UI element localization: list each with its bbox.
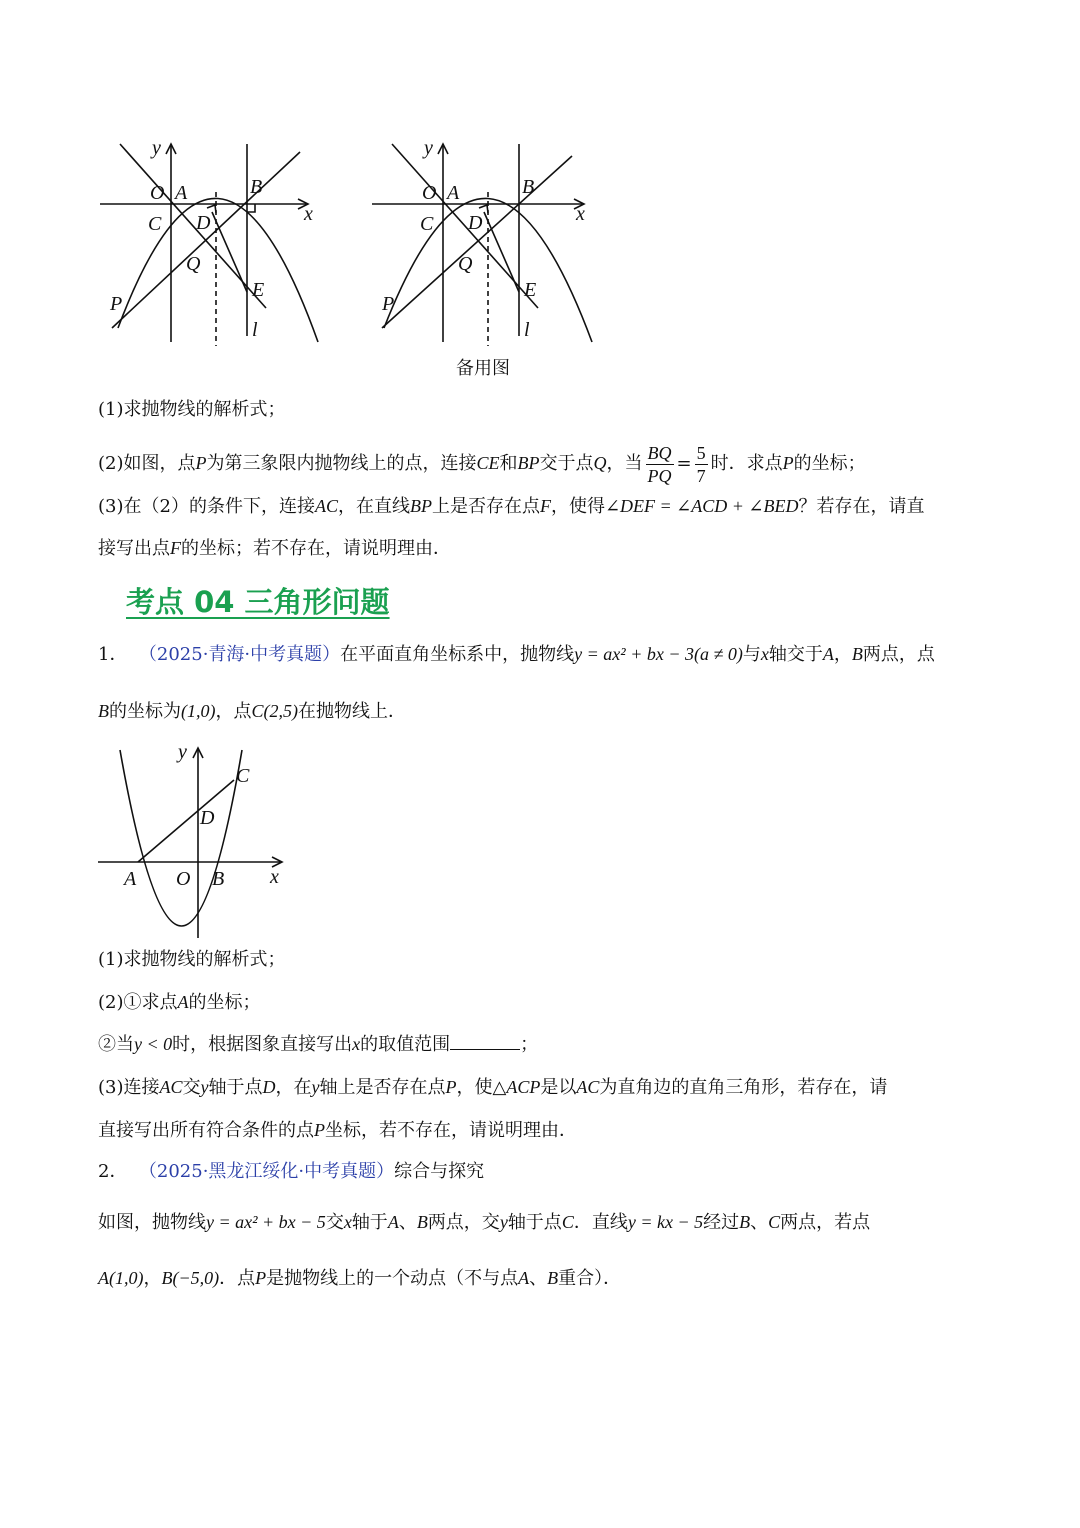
label-y: y	[424, 137, 433, 159]
label-l: l	[524, 319, 530, 341]
backup-figure-caption: 备用图	[456, 358, 510, 379]
figure-main	[90, 132, 340, 354]
label-E: E	[252, 279, 265, 301]
prev-q3-line1: (3)在（2）的条件下，连接AC，在直线BP上是否存在点F，使得∠DEF = ∠ACD + ∠BED？若存在，请直	[98, 496, 925, 517]
p2-line2: A(1,0)，B(−5,0)．点P是抛物线上的一个动点（不与点A、B重合）．	[98, 1268, 622, 1289]
label-O: O	[176, 868, 191, 890]
line-AC	[138, 780, 234, 862]
segment-DE	[212, 212, 247, 292]
label-D: D	[196, 212, 211, 234]
p2-line1: 如图，抛物线y = ax² + bx − 5交x轴于A、B两点，交y轴于点C．直线y = kx − 5经过B、C两点，若点	[98, 1212, 871, 1233]
label-B: B	[250, 176, 263, 198]
answer-blank[interactable]	[450, 1031, 520, 1050]
label-A: A	[447, 182, 460, 204]
label-Q: Q	[186, 253, 201, 275]
label-l: l	[252, 319, 258, 341]
right-angle-B	[247, 204, 255, 212]
prev-q3-line2: 接写出点F的坐标；若不存在，请说明理由．	[98, 538, 451, 559]
label-A: A	[124, 868, 137, 890]
section-heading: 考点 04 三角形问题	[126, 585, 390, 619]
label-A: A	[175, 182, 188, 204]
label-x: x	[270, 866, 279, 888]
label-D: D	[468, 212, 483, 234]
label-x: x	[576, 203, 585, 225]
label-P: P	[382, 293, 395, 315]
line-BP	[112, 152, 300, 328]
p1-line1: 1． （2025·青海·中考真题）在平面直角坐标系中，抛物线y = ax² + bx − 3(a ≠ 0)与x轴交于A，B两点，点	[98, 644, 935, 665]
label-B: B	[212, 868, 225, 890]
p1-q2-1: (2)①求点A的坐标；	[98, 992, 261, 1013]
p2-header: 2． （2025·黑龙江绥化·中考真题）综合与探究	[98, 1161, 485, 1182]
p1-q3-line1: (3)连接AC交y轴于点D，在y轴上是否存在点P，使△ACP是以AC为直角边的直角三角形，若存在，请	[98, 1077, 888, 1098]
segment-DE	[484, 212, 519, 292]
fraction-bq-pq: $\frac{BQ}{PQ}$	[647, 442, 672, 486]
label-Q: Q	[458, 253, 473, 275]
p1-q2-2: ②当y < 0时，根据图象直接写出x的取值范围 ；	[98, 1030, 538, 1059]
p1-q3-line2: 直接写出所有符合条件的点P坐标，若不存在，请说明理由．	[98, 1120, 577, 1141]
fraction-5-7: $\frac{5}{7}$	[696, 442, 706, 486]
label-B: B	[522, 176, 535, 198]
label-C: C	[420, 213, 434, 235]
prev-q1: (1)求抛物线的解析式；	[98, 399, 286, 420]
label-O: O	[422, 182, 437, 204]
p1-source: （2025·青海·中考真题）	[138, 644, 341, 665]
figure-backup	[362, 132, 612, 354]
label-O: O	[150, 182, 165, 204]
p1-q1: (1)求抛物线的解析式；	[98, 949, 286, 970]
label-C: C	[148, 213, 162, 235]
p2-source: （2025·黑龙江绥化·中考真题）	[138, 1161, 395, 1182]
figure-problem1	[92, 742, 292, 942]
label-y: y	[178, 742, 187, 763]
label-E: E	[524, 279, 537, 301]
prev-q2: (2)如图，点P为第三象限内抛物线上的点，连接CE和BP交于点Q，当 $\frac{BQ}{PQ}$ = $\frac{5}{7}$ 时．求点P的坐标；	[98, 442, 866, 486]
label-x: x	[304, 203, 313, 225]
label-P: P	[110, 293, 123, 315]
label-C: C	[236, 765, 250, 787]
label-y: y	[152, 137, 161, 159]
parabola	[120, 750, 242, 926]
label-D: D	[200, 807, 215, 829]
p1-line2: B的坐标为(1,0)，点C(2,5)在抛物线上．	[98, 701, 406, 722]
